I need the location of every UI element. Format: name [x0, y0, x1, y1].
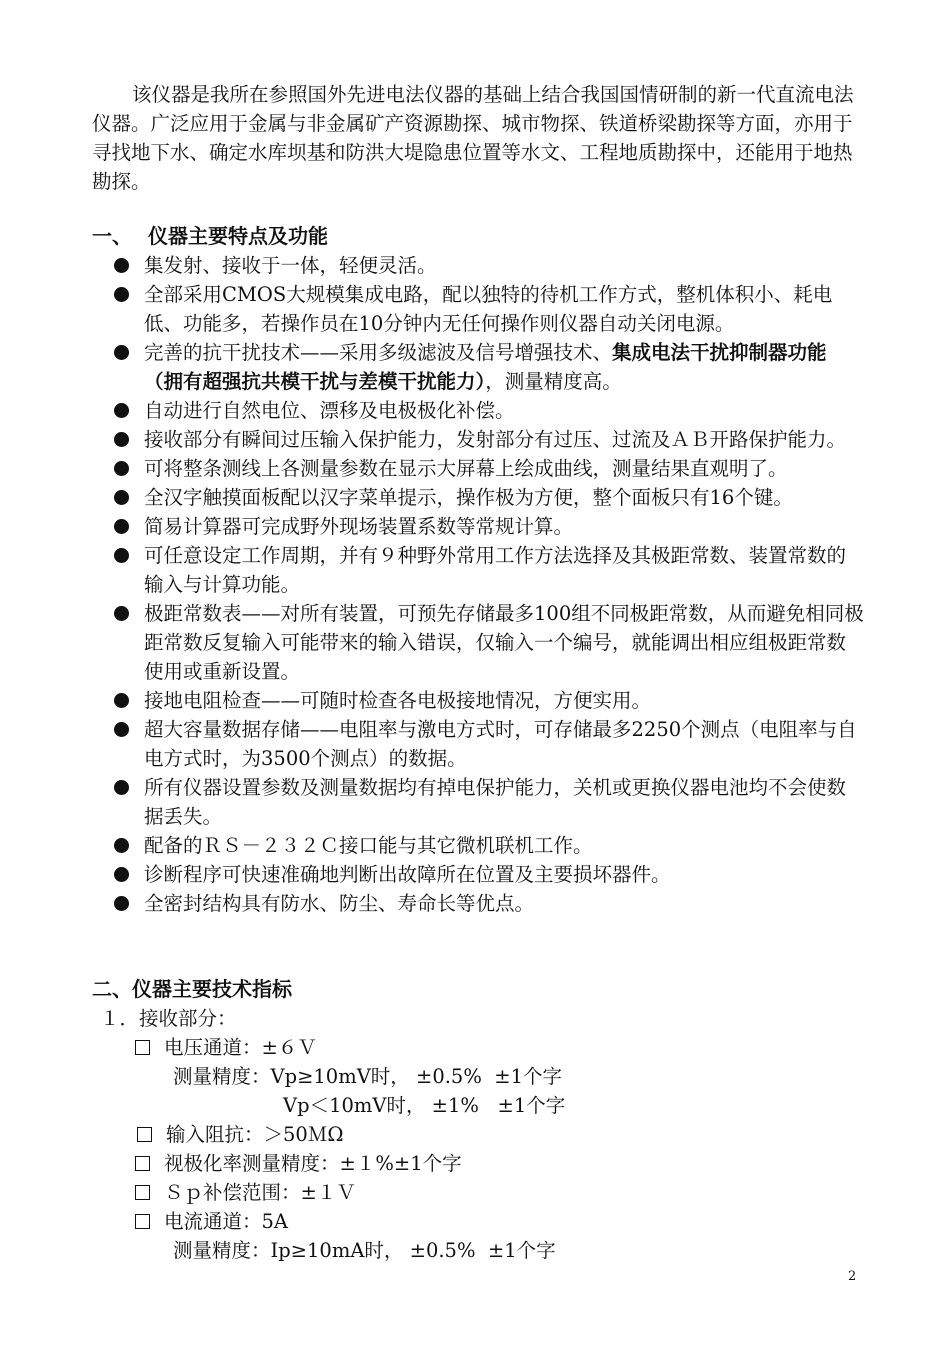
bullet-icon [114, 403, 129, 418]
list-item: 所有仪器设置参数及测量数据均有掉电保护能力，关机或更换仪器电池均不会使数据丢失。 [112, 773, 864, 831]
bullet-icon [114, 838, 129, 853]
bullet-icon [114, 693, 129, 708]
spec-input-impedance: 输入阻抗：＞50ＭΩ [137, 1120, 343, 1149]
bold-phrase: 集成电法干扰抑制器功能（拥有超强抗共模干扰与差模干扰能力） [144, 341, 827, 393]
spec-voltage-accuracy-2: Vp＜10mV时， ±1% ±1个字 [283, 1094, 566, 1117]
checkbox-square-icon [137, 1127, 152, 1142]
list-item: 可将整条测线上各测量参数在显示大屏幕上绘成曲线，测量结果直观明了。 [112, 454, 864, 483]
intro-paragraph: 该仪器是我所在参照国外先进电法仪器的基础上结合我国国情研制的新一代直流电法仪器。广泛应用于金属与非金属矿产资源勘探、城市物探、铁道桥梁勘探等方面，亦用于寻找地下水、确定水库坝基和防洪大堤隐患位置等水文、工程地质勘探中，还能用于地热勘探。 [92, 83, 854, 193]
section-1-number: 一、 [92, 224, 132, 248]
checkbox-square-icon [135, 1185, 150, 1200]
spec-current-accuracy: 测量精度：Ip≥10mA时， ±0.5% ±1个字 [173, 1239, 556, 1262]
list-item: 接地电阻检查——可随时检查各电极接地情况，方便实用。 [112, 686, 864, 715]
list-item: 配备的ＲＳ－２３２Ｃ接口能与其它微机联机工作。 [112, 831, 864, 860]
receiver-subheading: １．接收部分： [100, 1007, 237, 1030]
checkbox-square-icon [135, 1156, 150, 1171]
bullet-icon [114, 896, 129, 911]
spec-voltage-channel: 电压通道：±６Ｖ [135, 1033, 317, 1062]
checkbox-square-icon [135, 1214, 150, 1229]
spec-polarization-accuracy: 视极化率测量精度：±１%±1个字 [135, 1149, 462, 1178]
list-item: 全部采用CMOS大规模集成电路，配以独特的待机工作方式，整机体积小、耗电低、功能多，若操作员在10分钟内无任何操作则仪器自动关闭电源。 [112, 280, 864, 338]
spec-voltage-accuracy-1: 测量精度：Vp≥10mV时， ±0.5% ±1个字 [173, 1065, 563, 1088]
list-item: 超大容量数据存储——电阻率与激电方式时，可存储最多2250个测点（电阻率与自电方式时，为3500个测点）的数据。 [112, 715, 864, 773]
list-item: 完善的抗干扰技术——采用多级滤波及信号增强技术、集成电法干扰抑制器功能（拥有超强抗共模干扰与差模干扰能力），测量精度高。 [112, 338, 864, 396]
bullet-icon [114, 258, 129, 273]
list-item: 接收部分有瞬间过压输入保护能力，发射部分有过压、过流及ＡＢ开路保护能力。 [112, 425, 864, 454]
bullet-icon [114, 490, 129, 505]
spec-current-channel: 电流通道：5A [135, 1207, 288, 1236]
list-item: 可任意设定工作周期，并有９种野外常用工作方法选择及其极距常数、装置常数的输入与计算功能。 [112, 541, 864, 599]
spec-sp-compensation: Ｓｐ补偿范围：±１Ｖ [135, 1178, 356, 1207]
list-item: 集发射、接收于一体，轻便灵活。 [112, 251, 864, 280]
bullet-icon [114, 461, 129, 476]
bullet-icon [114, 548, 129, 563]
section-1-heading [92, 222, 328, 251]
list-item: 全密封结构具有防水、防尘、寿命长等优点。 [112, 889, 864, 918]
bullet-icon [114, 287, 129, 302]
list-item: 自动进行自然电位、漂移及电极极化补偿。 [112, 396, 864, 425]
list-item: 极距常数表——对所有装置，可预先存储最多100组不同极距常数，从而避免相同极距常数反复输入可能带来的输入错误，仅输入一个编号，就能调出相应组极距常数使用或重新设置。 [112, 599, 864, 686]
bullet-icon [114, 432, 129, 447]
feature-list [112, 251, 864, 918]
bullet-icon [114, 780, 129, 795]
bullet-icon [114, 722, 129, 737]
list-item: 诊断程序可快速准确地判断出故障所在位置及主要损坏器件。 [112, 860, 864, 889]
bullet-icon [114, 606, 129, 621]
section-1-title: 仪器主要特点及功能 [148, 224, 328, 248]
section-2-heading: 二、仪器主要技术指标 [92, 977, 292, 1001]
list-item: 全汉字触摸面板配以汉字菜单提示，操作极为方便，整个面板只有16个键。 [112, 483, 864, 512]
page-number: 2 [848, 1269, 857, 1284]
checkbox-square-icon [135, 1040, 150, 1055]
bullet-icon [114, 867, 129, 882]
list-item: 简易计算器可完成野外现场装置系数等常规计算。 [112, 512, 864, 541]
bullet-icon [114, 345, 129, 360]
bullet-icon [114, 519, 129, 534]
